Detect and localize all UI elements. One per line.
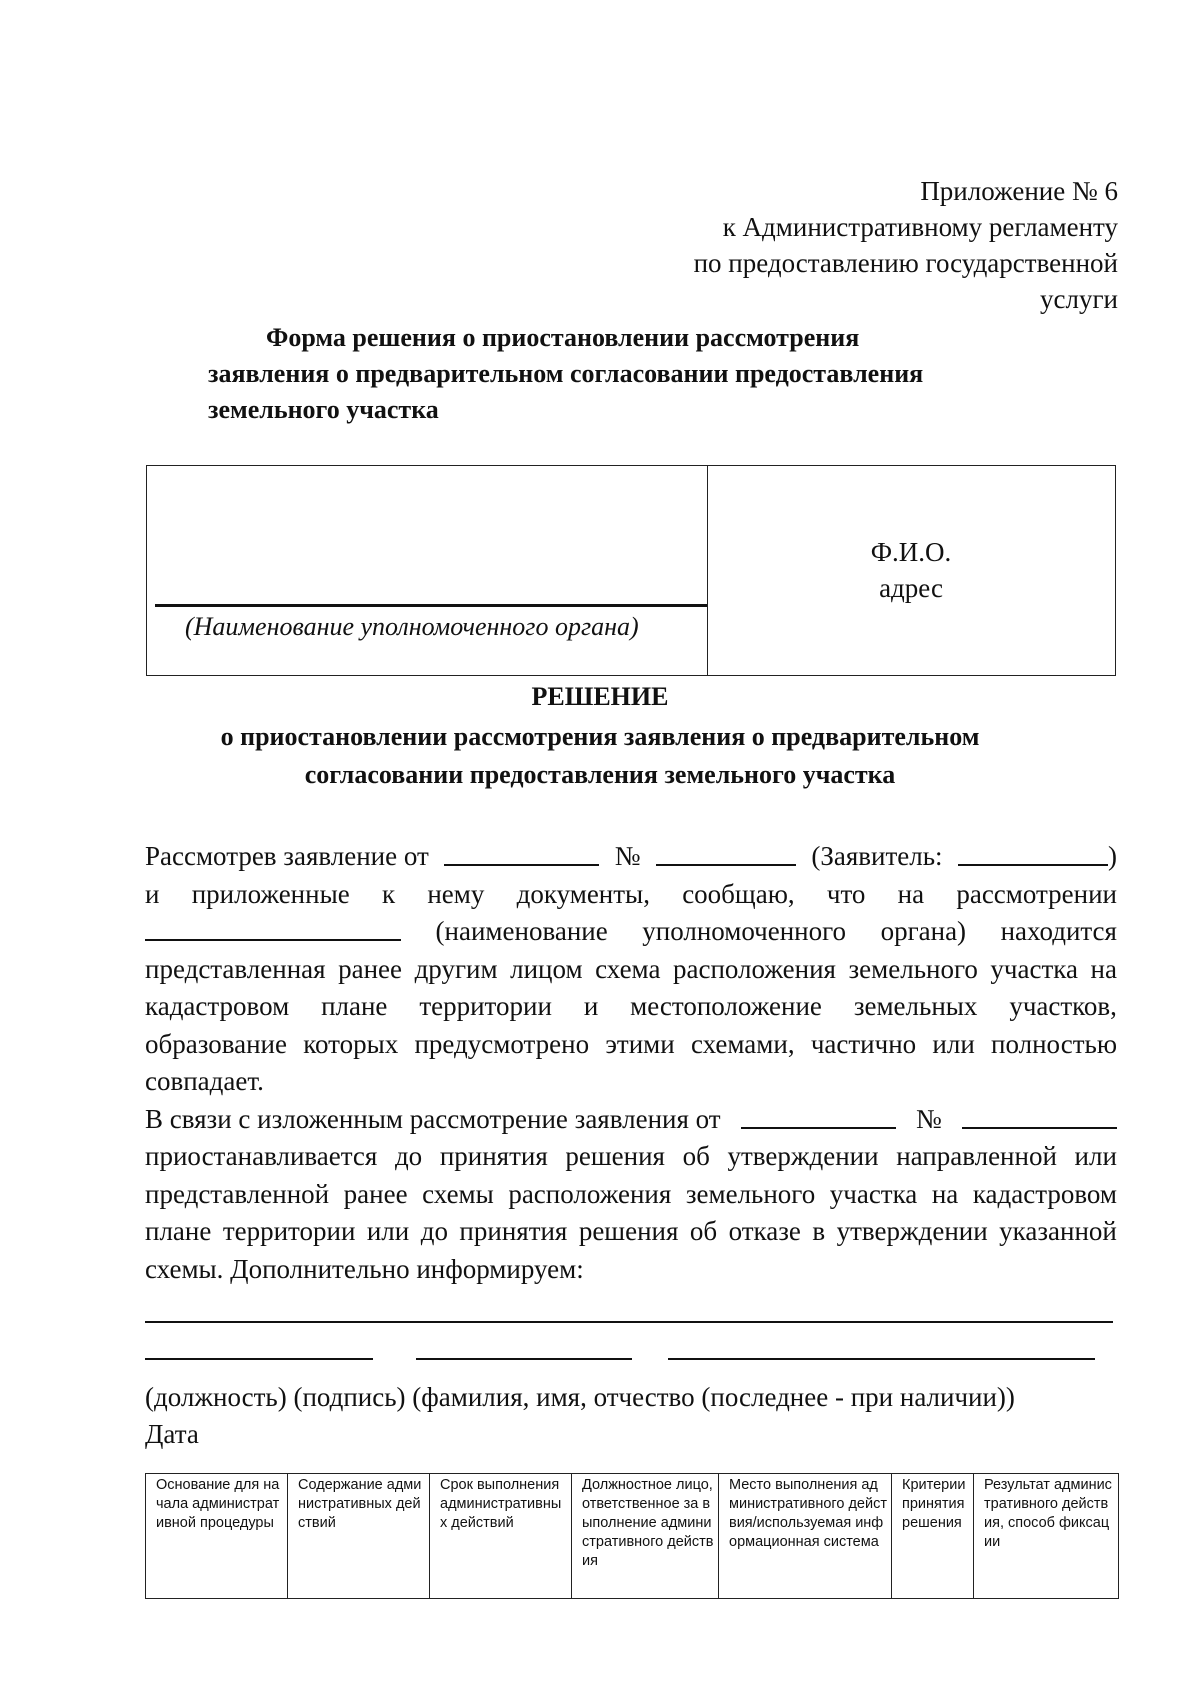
- word: схемы: [422, 1178, 494, 1209]
- word: другим: [414, 953, 498, 984]
- word: утверждении: [836, 1216, 988, 1246]
- word: частично: [810, 1028, 917, 1059]
- word: на: [931, 1178, 959, 1209]
- word: лицом: [510, 953, 583, 984]
- appendix-number: Приложение № 6: [920, 176, 1118, 206]
- word: приостанавливается: [145, 1141, 378, 1171]
- word: ранее: [343, 1178, 408, 1209]
- word: и: [145, 878, 160, 909]
- word: на: [897, 878, 925, 909]
- body-line: [145, 838, 1117, 876]
- word: земельного: [685, 1178, 816, 1209]
- body-line: [145, 1138, 1117, 1176]
- word: расположения: [672, 953, 836, 984]
- table-header-cell: Основание для начала административной процедуры: [146, 1474, 288, 1599]
- appendix-reference: к Административному регламенту: [722, 212, 1118, 242]
- number-sign: №: [614, 841, 641, 871]
- word: решения: [578, 1216, 679, 1246]
- word: к: [381, 878, 396, 909]
- word: в: [812, 1216, 826, 1246]
- word: отказе: [728, 1216, 801, 1246]
- body-line: [145, 1026, 1117, 1064]
- word: принятия: [439, 1141, 548, 1171]
- word: указанной: [999, 1216, 1117, 1246]
- appendix-reference-cont: по предоставлению государственной: [693, 248, 1118, 278]
- body-line: [145, 951, 1117, 989]
- header-box: [146, 465, 1116, 676]
- word: земельного: [848, 953, 978, 984]
- form-title-line-2: заявления о предварительном согласовании предоставления: [208, 359, 924, 388]
- position-signature-line: [145, 1358, 373, 1360]
- word: предусмотрено: [414, 1028, 590, 1059]
- form-title-line-1: Форма решения о приостановлении рассмотрения: [266, 323, 860, 352]
- date-blank: [741, 1101, 896, 1129]
- table-header-cell: Результат административного действия, способ фиксации: [974, 1474, 1119, 1599]
- word: расположения: [508, 1178, 672, 1209]
- applicant-blank: [958, 838, 1108, 866]
- number-sign: №: [916, 1103, 942, 1134]
- word: образование: [145, 1028, 287, 1059]
- body-text: Рассмотрев заявление от: [145, 841, 429, 871]
- body-line: [145, 988, 1117, 1026]
- decision-subtitle-2: согласовании предоставления земельного участка: [304, 760, 896, 789]
- word: сообщаю,: [682, 878, 795, 909]
- body-line-last: схемы. Дополнительно информируем:: [145, 1253, 584, 1284]
- date-blank: [444, 838, 599, 866]
- word: находится: [1000, 916, 1117, 946]
- recipient-address: адрес: [879, 573, 943, 603]
- word: плане: [145, 1216, 212, 1246]
- word: направленной: [896, 1141, 1057, 1171]
- word: схемами,: [690, 1028, 795, 1059]
- word: органа): [880, 916, 967, 946]
- decision-subtitle-1: о приостановлении рассмотрения заявления о предварительном: [220, 722, 980, 751]
- signature-line: [416, 1358, 632, 1360]
- word: которых: [303, 1028, 399, 1059]
- org-name-line: [155, 604, 707, 607]
- word: до: [420, 1216, 448, 1246]
- word: принятия: [459, 1216, 568, 1246]
- word: участка: [990, 953, 1078, 984]
- table-header-cell: Критерии принятия решения: [892, 1474, 974, 1599]
- word: об: [682, 1141, 710, 1171]
- word: (наименование: [435, 916, 608, 946]
- date-label: Дата: [145, 1419, 199, 1449]
- word: или: [1074, 1141, 1117, 1171]
- word: на: [1090, 953, 1117, 984]
- word: участков,: [1009, 991, 1117, 1021]
- word: схема: [595, 953, 661, 984]
- word: территории: [222, 1216, 356, 1246]
- form-title: [208, 320, 923, 428]
- form-title-line-3: земельного участка: [208, 395, 439, 424]
- full-name-line: [668, 1358, 1095, 1360]
- word: уполномоченного: [642, 916, 847, 946]
- word: или: [366, 1216, 410, 1246]
- word: местоположение: [630, 991, 822, 1021]
- table-header-cell: Срок выполнения административных действий: [430, 1474, 572, 1599]
- word: кадастровом: [145, 991, 290, 1021]
- table-header-cell: Место выполнения административного действия/используемая информационная система: [719, 1474, 892, 1599]
- org-blank: [145, 913, 401, 941]
- body-line: [145, 913, 1117, 951]
- word: документы,: [516, 878, 650, 909]
- table-row: [146, 1474, 1119, 1599]
- body-line: [145, 1176, 1117, 1214]
- applicant-field: [958, 838, 1117, 876]
- word: об: [689, 1216, 718, 1246]
- word: участка: [829, 1178, 918, 1209]
- word: плане: [321, 991, 388, 1021]
- word: представленной: [145, 1178, 330, 1209]
- word: или: [932, 1028, 975, 1059]
- decision-body: [145, 838, 1117, 1288]
- decision-title: РЕШЕНИЕ: [531, 682, 669, 711]
- body-text: ): [1107, 841, 1117, 871]
- word: земельных: [853, 991, 978, 1021]
- procedure-table: [145, 1473, 1119, 1599]
- word: кадастровом: [972, 1178, 1117, 1209]
- body-line: [145, 876, 1117, 914]
- word: нему: [427, 878, 485, 909]
- word: до: [394, 1141, 423, 1171]
- body-line: [145, 1213, 1117, 1251]
- appendix-reference-end: услуги: [1040, 284, 1118, 314]
- word: этими: [605, 1028, 675, 1059]
- number-blank: [962, 1101, 1117, 1129]
- word: представленная: [145, 953, 326, 984]
- word: рассмотрении: [956, 878, 1117, 909]
- word: утверждении: [727, 1141, 879, 1171]
- word: ранее: [338, 953, 403, 984]
- body-line-last: совпадает.: [145, 1066, 264, 1096]
- table-header-cell: Должностное лицо, ответственное за выполнение административного действия: [572, 1474, 719, 1599]
- signature-caption: (должность) (подпись) (фамилия, имя, отчество (последнее - при наличии)): [145, 1382, 1015, 1412]
- table-header-cell: Содержание административных действий: [288, 1474, 430, 1599]
- additional-info-line: [145, 1321, 1113, 1323]
- word: и: [583, 991, 599, 1021]
- word: территории: [419, 991, 552, 1021]
- org-caption: (Наименование уполномоченного органа): [185, 612, 639, 641]
- appendix-header: [694, 173, 1118, 317]
- body-text: (Заявитель:: [811, 841, 943, 871]
- word: приложенные: [191, 878, 350, 909]
- recipient-block: [707, 534, 1115, 606]
- body-line: [145, 1101, 1117, 1139]
- word: что: [826, 878, 866, 909]
- body-text: В связи с изложенным рассмотрение заявления от: [145, 1103, 721, 1134]
- word: полностью: [991, 1028, 1117, 1059]
- number-blank: [656, 838, 796, 866]
- word: решения: [565, 1141, 665, 1171]
- recipient-name: Ф.И.О.: [870, 537, 952, 567]
